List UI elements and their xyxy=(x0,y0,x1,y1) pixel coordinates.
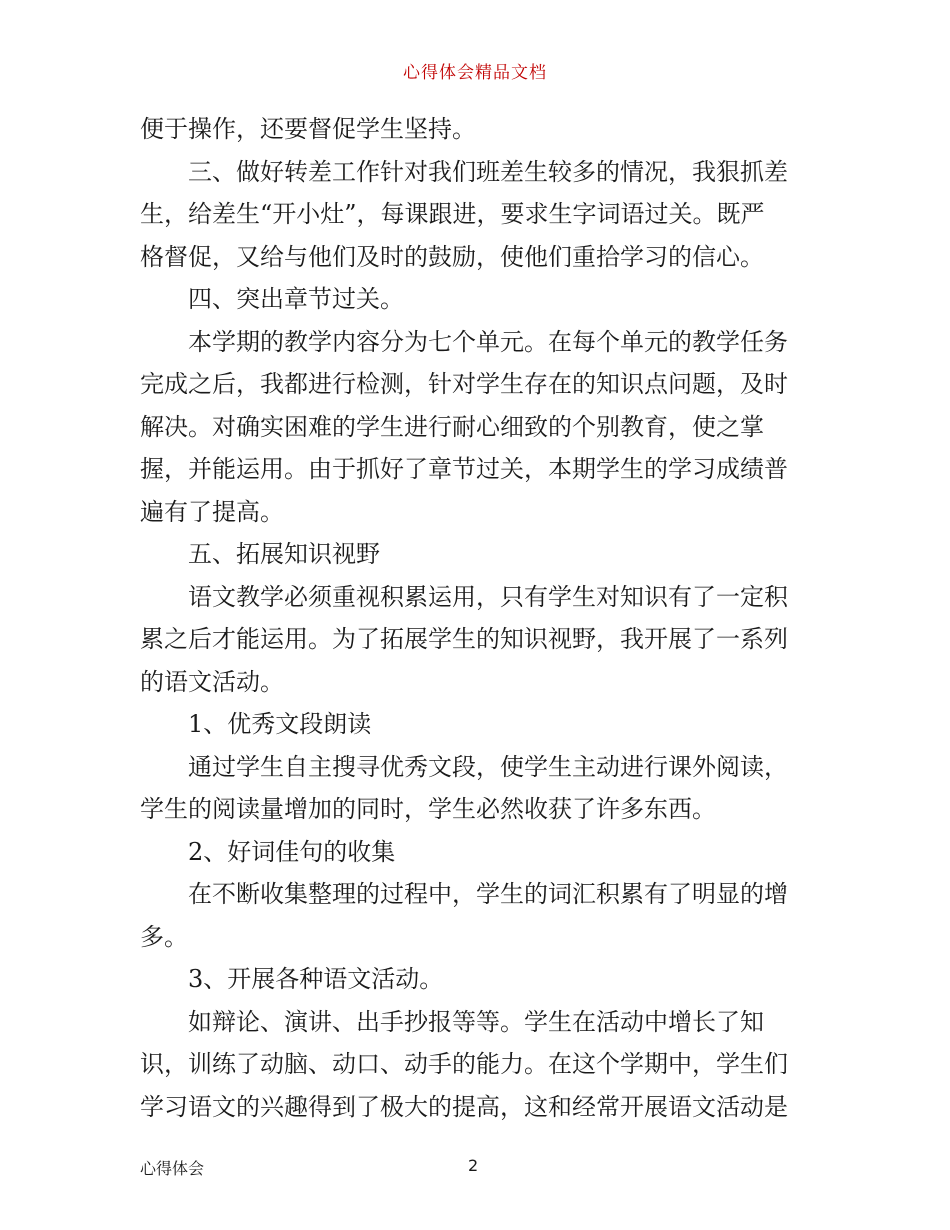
text-line: 完成之后，我都进行检测，针对学生存在的知识点问题，及时 xyxy=(140,370,788,398)
page-number: 2 xyxy=(468,1156,479,1175)
page-header: 心得体会精品文档 xyxy=(403,63,547,83)
text-line: 在不断收集整理的过程中，学生的词汇积累有了明显的增 xyxy=(188,880,788,908)
footer-label: 心得体会 xyxy=(140,1159,205,1178)
text-line: 如辩论、演讲、出手抄报等等。学生在活动中增长了知 xyxy=(188,1007,764,1036)
text-line: 解决。对确实困难的学生进行耐心细致的个别教育，使之掌 xyxy=(140,412,764,441)
text-line: 便于操作，还要督促学生坚持。 xyxy=(140,115,476,143)
text-line: 累之后才能运用。为了拓展学生的知识视野，我开展了一系列 xyxy=(140,625,788,653)
text-line: 学生的阅读量增加的同时，学生必然收获了许多东西。 xyxy=(140,795,716,823)
document-body xyxy=(140,108,812,1128)
text-line: 五、拓展知识视野 xyxy=(188,540,380,568)
text-line: 2、好词佳句的收集 xyxy=(188,837,396,866)
text-line: 的语文活动。 xyxy=(140,667,284,696)
text-line: 3、开展各种语文活动。 xyxy=(188,965,444,993)
text-line: 通过学生自主搜寻优秀文段，使学生主动进行课外阅读， xyxy=(188,752,788,781)
text-line: 1、优秀文段朗读 xyxy=(188,710,372,738)
text-line: 语文教学必须重视积累运用，只有学生对知识有了一定积 xyxy=(188,582,788,611)
text-line: 握，并能运用。由于抓好了章节过关，本期学生的学习成绩普 xyxy=(140,455,788,483)
text-line: 生，给差生“开小灶”，每课跟进，要求生字词语过关。既严 xyxy=(140,200,765,228)
text-line: 四、突出章节过关。 xyxy=(188,285,404,313)
text-line: 识，训练了动脑、动口、动手的能力。在这个学期中，学生们 xyxy=(140,1050,788,1078)
text-line: 本学期的教学内容分为七个单元。在每个单元的教学任务 xyxy=(188,327,788,356)
text-line: 学习语文的兴趣得到了极大的提高，这和经常开展语文活动是 xyxy=(140,1092,788,1121)
text-line: 遍有了提高。 xyxy=(140,497,284,526)
text-line: 多。 xyxy=(140,922,188,951)
text-line: 格督促，又给与他们及时的鼓励，使他们重拾学习的信心。 xyxy=(140,242,764,271)
text-line: 三、做好转差工作针对我们班差生较多的情况，我狠抓差 xyxy=(188,157,788,186)
